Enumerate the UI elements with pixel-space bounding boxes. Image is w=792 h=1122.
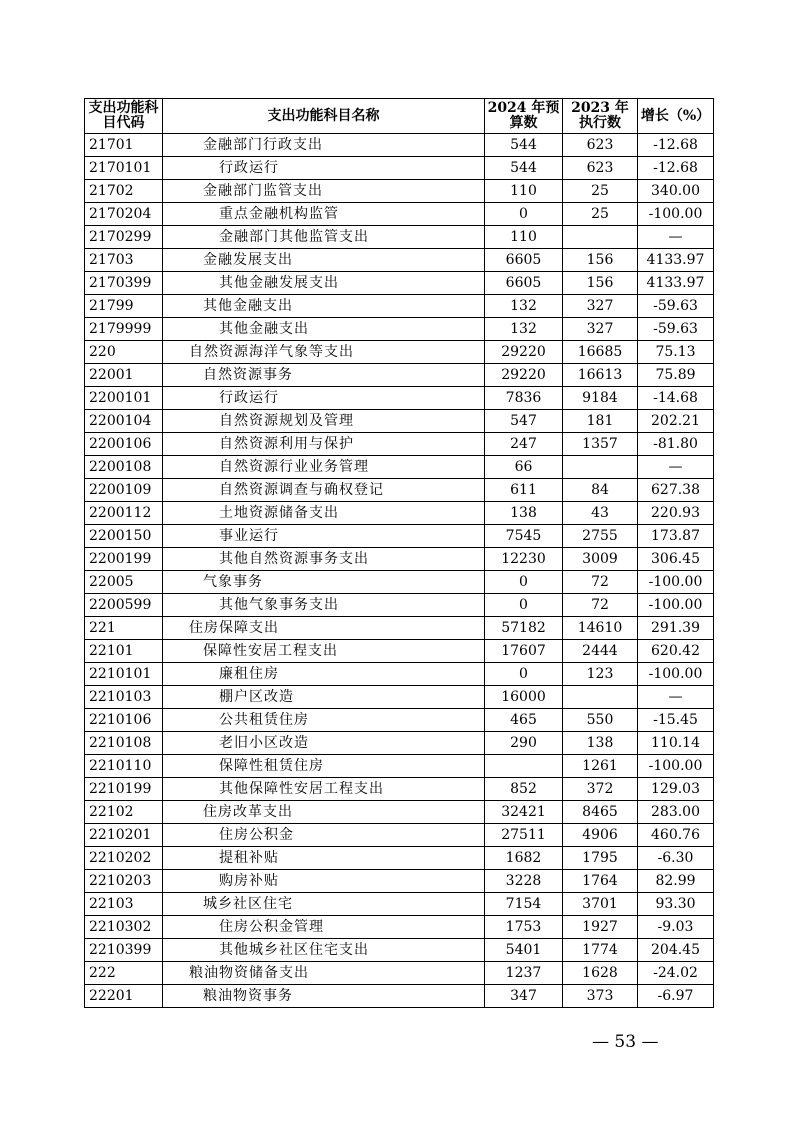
cell-name: 购房补贴 [163, 870, 485, 893]
table-row [85, 663, 714, 686]
cell-budget: 7836 [485, 387, 563, 410]
cell-name: 金融部门其他监管支出 [163, 226, 485, 249]
cell-name: 廉租住房 [163, 663, 485, 686]
cell-executed: 2755 [563, 525, 638, 548]
cell-growth: 75.13 [638, 341, 714, 364]
cell-executed: 4906 [563, 824, 638, 847]
cell-name: 自然资源规划及管理 [163, 410, 485, 433]
cell-budget: 7545 [485, 525, 563, 548]
cell-executed: 16613 [563, 364, 638, 387]
table-row [85, 548, 714, 571]
cell-name: 气象事务 [163, 571, 485, 594]
cell-name: 金融部门监管支出 [163, 180, 485, 203]
cell-executed: 123 [563, 663, 638, 686]
cell-growth: -81.80 [638, 433, 714, 456]
cell-name: 其他金融支出 [163, 295, 485, 318]
cell-executed: 550 [563, 709, 638, 732]
cell-name: 其他自然资源事务支出 [163, 548, 485, 571]
cell-executed: 3009 [563, 548, 638, 571]
cell-growth: -15.45 [638, 709, 714, 732]
cell-budget: 852 [485, 778, 563, 801]
cell-budget: 110 [485, 180, 563, 203]
cell-name: 土地资源储备支出 [163, 502, 485, 525]
cell-name: 住房公积金管理 [163, 916, 485, 939]
cell-code: 2210110 [85, 755, 163, 778]
cell-budget: 12230 [485, 548, 563, 571]
cell-executed: 156 [563, 249, 638, 272]
cell-growth: 110.14 [638, 732, 714, 755]
cell-code: 2200199 [85, 548, 163, 571]
cell-name: 金融发展支出 [163, 249, 485, 272]
page-number: — 53 — [592, 1032, 659, 1052]
cell-growth: -12.68 [638, 134, 714, 157]
cell-budget: 547 [485, 410, 563, 433]
table-row [85, 617, 714, 640]
cell-growth: 4133.97 [638, 272, 714, 295]
table-row [85, 502, 714, 525]
cell-budget: 0 [485, 203, 563, 226]
cell-executed: 84 [563, 479, 638, 502]
cell-growth: 291.39 [638, 617, 714, 640]
cell-budget: 29220 [485, 364, 563, 387]
table-row [85, 525, 714, 548]
table-row [85, 571, 714, 594]
cell-budget: 1753 [485, 916, 563, 939]
table-row [85, 962, 714, 985]
cell-name: 重点金融机构监管 [163, 203, 485, 226]
cell-code: 2210106 [85, 709, 163, 732]
cell-budget: 0 [485, 663, 563, 686]
cell-executed: 25 [563, 203, 638, 226]
table-row [85, 364, 714, 387]
cell-growth: -100.00 [638, 594, 714, 617]
table-header-row [85, 99, 714, 134]
cell-growth: 93.30 [638, 893, 714, 916]
cell-name: 其他城乡社区住宅支出 [163, 939, 485, 962]
table-row [85, 341, 714, 364]
table-row [85, 640, 714, 663]
cell-executed: 623 [563, 157, 638, 180]
cell-budget: 32421 [485, 801, 563, 824]
cell-executed: 327 [563, 318, 638, 341]
table-row [85, 180, 714, 203]
table-row [85, 778, 714, 801]
cell-growth: 173.87 [638, 525, 714, 548]
cell-executed: 2444 [563, 640, 638, 663]
cell-name: 行政运行 [163, 157, 485, 180]
header-growth: 增长（%） [638, 99, 714, 134]
cell-growth: -6.97 [638, 985, 714, 1008]
table-row [85, 479, 714, 502]
cell-executed: 1927 [563, 916, 638, 939]
cell-executed: 16685 [563, 341, 638, 364]
cell-name: 自然资源利用与保护 [163, 433, 485, 456]
table-row [85, 824, 714, 847]
cell-executed: 3701 [563, 893, 638, 916]
cell-executed: 327 [563, 295, 638, 318]
table-row [85, 847, 714, 870]
cell-name: 老旧小区改造 [163, 732, 485, 755]
cell-code: 2200106 [85, 433, 163, 456]
cell-code: 2210103 [85, 686, 163, 709]
cell-budget: 247 [485, 433, 563, 456]
cell-budget: 5401 [485, 939, 563, 962]
cell-name: 其他气象事务支出 [163, 594, 485, 617]
table-row [85, 939, 714, 962]
cell-budget: 138 [485, 502, 563, 525]
cell-growth: 627.38 [638, 479, 714, 502]
table-row [85, 755, 714, 778]
cell-budget: 3228 [485, 870, 563, 893]
cell-code: 2210199 [85, 778, 163, 801]
cell-growth: 204.45 [638, 939, 714, 962]
cell-growth: -14.68 [638, 387, 714, 410]
cell-code: 21702 [85, 180, 163, 203]
cell-name: 其他金融支出 [163, 318, 485, 341]
cell-name: 保障性安居工程支出 [163, 640, 485, 663]
cell-budget: 6605 [485, 272, 563, 295]
cell-code: 2210108 [85, 732, 163, 755]
cell-budget: 0 [485, 594, 563, 617]
cell-executed: 72 [563, 594, 638, 617]
cell-name: 住房改革支出 [163, 801, 485, 824]
cell-executed: 1774 [563, 939, 638, 962]
cell-budget: 290 [485, 732, 563, 755]
cell-growth: 202.21 [638, 410, 714, 433]
cell-name: 城乡社区住宅 [163, 893, 485, 916]
cell-name: 保障性租赁住房 [163, 755, 485, 778]
cell-code: 22103 [85, 893, 163, 916]
cell-executed: 623 [563, 134, 638, 157]
cell-executed: 25 [563, 180, 638, 203]
table-row [85, 709, 714, 732]
cell-executed: 1764 [563, 870, 638, 893]
cell-name: 粮油物资事务 [163, 985, 485, 1008]
cell-executed: 372 [563, 778, 638, 801]
cell-executed: 156 [563, 272, 638, 295]
cell-budget: 132 [485, 295, 563, 318]
cell-executed: 72 [563, 571, 638, 594]
table-row [85, 893, 714, 916]
cell-growth: -100.00 [638, 663, 714, 686]
cell-growth: 129.03 [638, 778, 714, 801]
cell-name: 公共租赁住房 [163, 709, 485, 732]
cell-growth: 306.45 [638, 548, 714, 571]
cell-budget: 17607 [485, 640, 563, 663]
table-row [85, 226, 714, 249]
table-row [85, 456, 714, 479]
table-row [85, 134, 714, 157]
table-row [85, 272, 714, 295]
cell-name: 自然资源调查与确权登记 [163, 479, 485, 502]
cell-budget: 347 [485, 985, 563, 1008]
cell-name: 事业运行 [163, 525, 485, 548]
table-row [85, 295, 714, 318]
cell-executed: 14610 [563, 617, 638, 640]
cell-code: 2210203 [85, 870, 163, 893]
cell-executed: 181 [563, 410, 638, 433]
cell-code: 2200599 [85, 594, 163, 617]
cell-growth: 220.93 [638, 502, 714, 525]
cell-executed [563, 456, 638, 479]
cell-growth: — [638, 456, 714, 479]
cell-name: 其他金融发展支出 [163, 272, 485, 295]
table-row [85, 203, 714, 226]
cell-name: 自然资源行业业务管理 [163, 456, 485, 479]
table-row [85, 985, 714, 1008]
cell-growth: — [638, 686, 714, 709]
cell-growth: 283.00 [638, 801, 714, 824]
table-row [85, 916, 714, 939]
cell-budget: 544 [485, 157, 563, 180]
cell-budget: 66 [485, 456, 563, 479]
cell-code: 21799 [85, 295, 163, 318]
cell-growth: 620.42 [638, 640, 714, 663]
cell-executed: 9184 [563, 387, 638, 410]
cell-executed [563, 226, 638, 249]
cell-growth: 82.99 [638, 870, 714, 893]
cell-growth: -12.68 [638, 157, 714, 180]
cell-growth: 75.89 [638, 364, 714, 387]
cell-code: 2200112 [85, 502, 163, 525]
cell-code: 2170399 [85, 272, 163, 295]
cell-executed [563, 686, 638, 709]
cell-growth: 340.00 [638, 180, 714, 203]
cell-code: 22102 [85, 801, 163, 824]
cell-budget: 29220 [485, 341, 563, 364]
cell-name: 行政运行 [163, 387, 485, 410]
cell-code: 22201 [85, 985, 163, 1008]
cell-executed: 43 [563, 502, 638, 525]
cell-budget: 57182 [485, 617, 563, 640]
cell-growth: -9.03 [638, 916, 714, 939]
cell-name: 金融部门行政支出 [163, 134, 485, 157]
cell-name: 住房公积金 [163, 824, 485, 847]
cell-code: 22001 [85, 364, 163, 387]
cell-name: 棚户区改造 [163, 686, 485, 709]
cell-executed: 1261 [563, 755, 638, 778]
cell-budget: 27511 [485, 824, 563, 847]
cell-growth: 460.76 [638, 824, 714, 847]
cell-growth: -24.02 [638, 962, 714, 985]
cell-code: 2200150 [85, 525, 163, 548]
cell-code: 2210302 [85, 916, 163, 939]
table-row [85, 686, 714, 709]
cell-code: 22005 [85, 571, 163, 594]
cell-growth: -59.63 [638, 295, 714, 318]
table-row [85, 410, 714, 433]
cell-budget: 1682 [485, 847, 563, 870]
cell-executed: 373 [563, 985, 638, 1008]
table-row [85, 157, 714, 180]
table-row [85, 433, 714, 456]
cell-code: 2179999 [85, 318, 163, 341]
cell-code: 222 [85, 962, 163, 985]
table-row [85, 249, 714, 272]
cell-code: 221 [85, 617, 163, 640]
table-row [85, 801, 714, 824]
cell-growth: 4133.97 [638, 249, 714, 272]
cell-growth: -100.00 [638, 203, 714, 226]
cell-executed: 1628 [563, 962, 638, 985]
cell-name: 粮油物资储备支出 [163, 962, 485, 985]
cell-code: 2200101 [85, 387, 163, 410]
cell-growth: — [638, 226, 714, 249]
cell-code: 2210201 [85, 824, 163, 847]
cell-name: 自然资源事务 [163, 364, 485, 387]
cell-code: 21701 [85, 134, 163, 157]
cell-budget: 611 [485, 479, 563, 502]
cell-code: 2170101 [85, 157, 163, 180]
cell-code: 2200109 [85, 479, 163, 502]
cell-executed: 1357 [563, 433, 638, 456]
cell-budget: 16000 [485, 686, 563, 709]
budget-table [84, 98, 714, 1008]
cell-code: 2210101 [85, 663, 163, 686]
header-code: 支出功能科目代码 [85, 99, 163, 134]
cell-budget [485, 755, 563, 778]
cell-code: 22101 [85, 640, 163, 663]
cell-budget: 465 [485, 709, 563, 732]
cell-code: 2170204 [85, 203, 163, 226]
table-body [85, 134, 714, 1008]
header-name: 支出功能科目名称 [163, 99, 485, 134]
cell-code: 2210202 [85, 847, 163, 870]
table-row [85, 318, 714, 341]
cell-budget: 0 [485, 571, 563, 594]
cell-name: 其他保障性安居工程支出 [163, 778, 485, 801]
cell-code: 21703 [85, 249, 163, 272]
cell-code: 2200108 [85, 456, 163, 479]
table-row [85, 594, 714, 617]
cell-code: 220 [85, 341, 163, 364]
cell-code: 2170299 [85, 226, 163, 249]
cell-budget: 132 [485, 318, 563, 341]
cell-growth: -100.00 [638, 571, 714, 594]
table-row [85, 732, 714, 755]
cell-executed: 1795 [563, 847, 638, 870]
table-row [85, 870, 714, 893]
table-row [85, 387, 714, 410]
cell-executed: 138 [563, 732, 638, 755]
cell-budget: 544 [485, 134, 563, 157]
cell-budget: 1237 [485, 962, 563, 985]
cell-code: 2200104 [85, 410, 163, 433]
cell-budget: 7154 [485, 893, 563, 916]
cell-name: 自然资源海洋气象等支出 [163, 341, 485, 364]
header-executed: 2023 年执行数 [563, 99, 638, 134]
cell-name: 提租补贴 [163, 847, 485, 870]
cell-budget: 110 [485, 226, 563, 249]
cell-code: 2210399 [85, 939, 163, 962]
cell-budget: 6605 [485, 249, 563, 272]
cell-growth: -59.63 [638, 318, 714, 341]
cell-name: 住房保障支出 [163, 617, 485, 640]
header-budget: 2024 年预算数 [485, 99, 563, 134]
cell-growth: -100.00 [638, 755, 714, 778]
cell-growth: -6.30 [638, 847, 714, 870]
cell-executed: 8465 [563, 801, 638, 824]
